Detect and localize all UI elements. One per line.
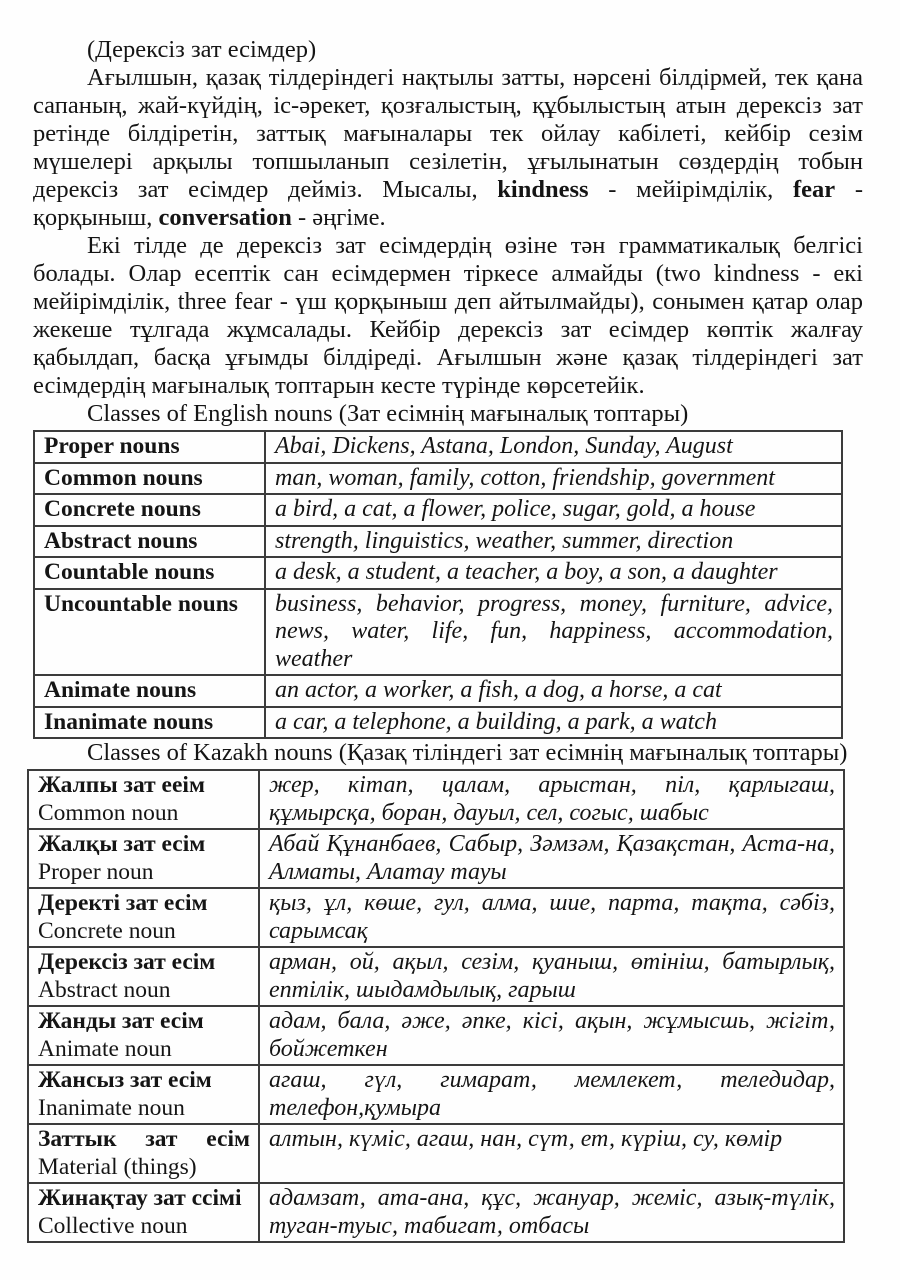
noun-class-term-kazakh: Деректі зат есім	[38, 890, 208, 916]
kazakh-noun-row	[28, 1124, 844, 1183]
english-noun-row	[34, 463, 842, 495]
kazakh-nouns-table	[27, 769, 845, 1243]
english-noun-row	[34, 494, 842, 526]
noun-class-label: Concrete nouns	[34, 494, 265, 526]
text-run: Ағылшын, қазақ тілдеріндегі нақтылы затты, нәрсені білдірмей, тек қана сапаның, жай-күйдің, іс-әрекет, қозғалыстың, құбылыстың атын дерексіз зат ретінде білдіретін, заттық мағыналары тек ойлау кабілеті, кейбір сезім мүшелері арқылы топшыланып сезілетін, ұғылынатын сөздердің тобын дерексіз зат есімдер дейміз. Мысалы,	[33, 64, 863, 203]
english-nouns-table-body	[34, 431, 842, 738]
english-noun-row	[34, 675, 842, 707]
kazakh-noun-row	[28, 1065, 844, 1124]
intro-paragraph-2: Екі тілде де дерексіз зат есімдердің өзіне тән грамматикалық белгісі болады. Олар есептік сан есімдермен тіркесе алмайды (two kindness - екі мейірімділік, three fear - үш қорқыныш деп айтылмайды), сонымен қатар олар жекеше тұлгада жұмсалады. Кейбір дерексіз зат есімдер көптік жалғау қабылдап, басқа ұғымды білдіреді. Ағылшын және қазақ тілдеріндегі зат есімдердің мағыналық топтарын кесте түрінде көрсетейік.	[33, 232, 863, 399]
noun-examples: агаш, гүл, гимарат, мемлекет, теледидар, телефон,қумыра	[259, 1065, 844, 1124]
noun-class-term-english: Common noun	[38, 799, 179, 826]
kazakh-noun-row	[28, 1183, 844, 1242]
noun-examples: арман, ой, ақыл, сезім, қуаныш, өтініш, батырлық, ептілік, шыдамдылық, гарыш	[259, 947, 844, 1006]
noun-examples: адамзат, ата-ана, құс, жануар, жеміс, азық-түлік, туган-туыс, табигат, отбасы	[259, 1183, 844, 1242]
noun-examples: қыз, ұл, көше, гул, алма, шие, парта, тақта, сәбіз, сарымсақ	[259, 888, 844, 947]
noun-examples: business, behavior, progress, money, furniture, advice, news, water, life, fun, happiness, accommodation, weather	[265, 589, 842, 676]
noun-examples: a bird, a cat, a flower, police, sugar, gold, a house	[265, 494, 842, 526]
noun-examples: адам, бала, әже, әпке, кісі, ақын, жұмысшь, жігіт, бойжеткен	[259, 1006, 844, 1065]
noun-class-label: Inanimate nouns	[34, 707, 265, 739]
noun-examples: a car, a telephone, a building, a park, a watch	[265, 707, 842, 739]
noun-class-cell	[28, 888, 259, 947]
noun-class-cell	[28, 1006, 259, 1065]
noun-class-term-english: Collective noun	[38, 1212, 188, 1239]
noun-class-cell	[28, 947, 259, 1006]
kazakh-noun-row	[28, 888, 844, 947]
bold-term: conversation	[158, 204, 292, 231]
noun-class-term-kazakh: Жалпы зат ееім	[38, 772, 205, 798]
noun-class-cell	[28, 1183, 259, 1242]
english-nouns-table	[33, 430, 843, 739]
bold-term: fear	[792, 176, 836, 203]
noun-class-term-kazakh: Заттык зат есім	[38, 1126, 250, 1152]
noun-examples: an actor, a worker, a fish, a dog, a horse, a cat	[265, 675, 842, 707]
noun-class-term-kazakh: Дерексіз зат есім	[38, 949, 216, 975]
kazakh-table-caption: Classes of Kazakh nouns (Қазақ тіліндегі зат есімнің мағыналық топтары)	[87, 739, 848, 766]
noun-class-term-kazakh: Жинақтау зат ссімі	[38, 1185, 242, 1211]
kazakh-noun-row	[28, 1006, 844, 1065]
noun-class-cell	[28, 829, 259, 888]
noun-examples: Абай Құнанбаев, Сабыр, Зәмзәм, Қазақстан, Аста-на, Алматы, Алатау тауы	[259, 829, 844, 888]
noun-class-cell	[28, 770, 259, 829]
english-noun-row	[34, 707, 842, 739]
text-run: - әңгіме.	[291, 204, 386, 231]
bold-term: kindness	[497, 176, 589, 203]
noun-class-term-english: Proper noun	[38, 858, 154, 885]
kazakh-nouns-table-body	[28, 770, 844, 1242]
noun-class-label: Animate nouns	[34, 675, 265, 707]
kazakh-noun-row	[28, 829, 844, 888]
noun-examples: a desk, a student, a teacher, a boy, a son, a daughter	[265, 557, 842, 589]
kazakh-noun-row	[28, 947, 844, 1006]
english-table-caption: Classes of English nouns (Зат есімнің мағыналық топтары)	[87, 400, 689, 427]
noun-class-term-kazakh: Жалқы зат есім	[38, 831, 206, 857]
noun-class-label: Common nouns	[34, 463, 265, 495]
noun-class-term-english: Material (things)	[38, 1153, 197, 1180]
section-heading: (Дерексіз зат есімдер)	[87, 36, 317, 63]
noun-examples: strength, linguistics, weather, summer, direction	[265, 526, 842, 558]
text-run: - қорқыныш,	[33, 176, 863, 231]
noun-examples: man, woman, family, cotton, friendship, government	[265, 463, 842, 495]
noun-class-label: Countable nouns	[34, 557, 265, 589]
noun-class-cell	[28, 1065, 259, 1124]
kazakh-noun-row	[28, 770, 844, 829]
noun-class-label: Uncountable nouns	[34, 589, 265, 676]
noun-class-term-english: Abstract noun	[38, 976, 171, 1003]
text-run: - мейірімділік,	[588, 176, 793, 203]
noun-examples: Abai, Dickens, Astana, London, Sunday, August	[265, 431, 842, 463]
intro-paragraph-1	[33, 64, 863, 232]
noun-examples: алтын, күміс, агаш, нан, сүт, ет, күріш, су, көмір	[259, 1124, 844, 1183]
noun-class-label: Proper nouns	[34, 431, 265, 463]
english-noun-row	[34, 431, 842, 463]
noun-class-term-english: Concrete noun	[38, 917, 176, 944]
noun-class-term-kazakh: Жанды зат есім	[38, 1008, 204, 1034]
english-noun-row	[34, 589, 842, 676]
noun-class-cell	[28, 1124, 259, 1183]
noun-examples: жер, кітап, цалам, арыстан, піл, қарлыгаш, құмырсқа, боран, дауыл, сел, согыс, шабыс	[259, 770, 844, 829]
noun-class-term-english: Inanimate noun	[38, 1094, 185, 1121]
english-noun-row	[34, 526, 842, 558]
english-noun-row	[34, 557, 842, 589]
noun-class-label: Abstract nouns	[34, 526, 265, 558]
noun-class-term-kazakh: Жансыз зат есім	[38, 1067, 212, 1093]
noun-class-term-english: Animate noun	[38, 1035, 172, 1062]
